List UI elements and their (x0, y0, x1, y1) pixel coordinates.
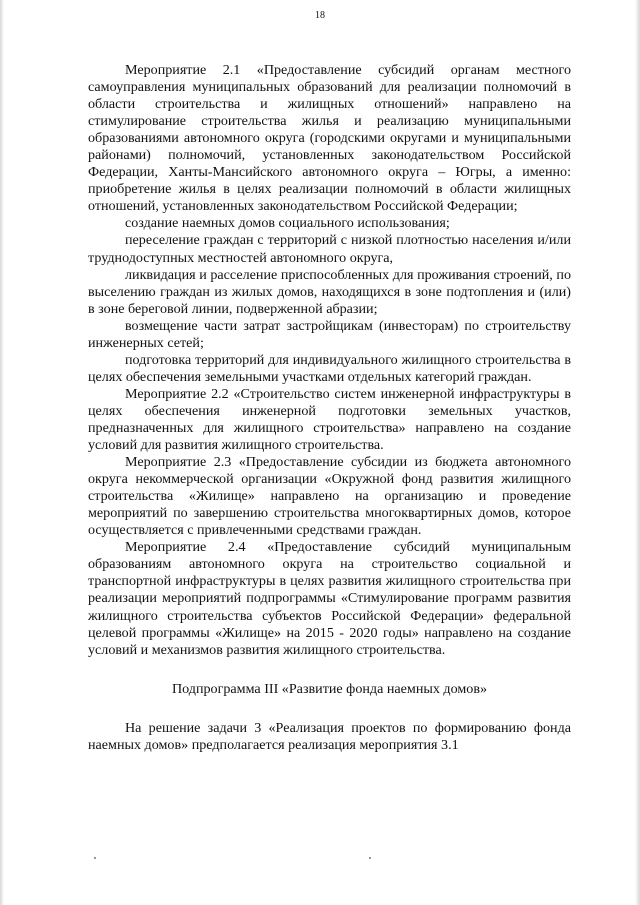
paragraph-territory-preparation: подготовка территорий для индивидуального жилищного строительства в целях обеспечения земельными участками отдельных категорий граждан. (88, 351, 571, 385)
document-body (88, 62, 571, 754)
scan-speck (369, 857, 371, 859)
page-number: 18 (315, 10, 325, 21)
subprogram-heading: Подпрограмма III «Развитие фонда наемных домов» (171, 680, 488, 697)
scan-speck (94, 857, 96, 859)
paragraph-measure-2-2: Мероприятие 2.2 «Строительство систем инженерной инфраструктуры в целях обеспечения инженерной подготовки земельных участков, предназначенных для жилищного строительства» направлено на создание условий для развития жилищного строительства. (88, 385, 571, 454)
paragraph-measure-2-1: Мероприятие 2.1 «Предоставление субсидий органам местного самоуправления муниципальных образований для реализации полномочий в области строительства и жилищных отношений» направлено на стимулирование строительства жилья и реализацию муниципальными образованиями автономного округа (городскими округами и муниципальными районами) полномочий, установленных законодательством Российской Федерации, Ханты-Мансийского автономного округа – Югры, а именно: приобретение жилья в целях реализации полномочий в области жилищных отношений, установленных законодательством Российской Федерации; (88, 62, 571, 215)
paragraph-task-3: На решение задачи 3 «Реализация проектов по формированию фонда наемных домов» предполагается реализация мероприятия 3.1 (88, 719, 571, 753)
paragraph-liquidation: ликвидация и расселение приспособленных для проживания строений, по выселению граждан из жилых домов, находящихся в зоне подтопления и (или) в зоне береговой линии, подверженной абразии; (88, 266, 571, 317)
paragraph-measure-2-3: Мероприятие 2.3 «Предоставление субсидии из бюджета автономного округа некоммерческой организации «Окружной фонд развития жилищного строительства «Жилище» направлено на организацию и проведение мероприятий по завершению строительства многоквартирных домов, которое осуществляется с привлеченными средствами граждан. (88, 454, 571, 539)
scan-edge-right (635, 0, 640, 905)
paragraph-resettlement: переселение граждан с территорий с низкой плотностью населения и/или труднодоступных местностей автономного округа, (88, 232, 571, 266)
scan-edge-left (0, 0, 4, 905)
paragraph-social-housing: создание наемных домов социального использования; (125, 215, 450, 232)
paragraph-measure-2-4: Мероприятие 2.4 «Предоставление субсидий муниципальным образованиям автономного округа на строительство социальной и транспортной инфраструктуры в целях развития жилищного строительства при реализации мероприятий подпрограммы «Стимулирование программ развития жилищного строительства субъектов Российской Федерации» федеральной целевой программы «Жилище» на 2015 - 2020 годы» направлено на создание условий и механизмов развития жилищного строительства. (88, 539, 571, 658)
paragraph-compensation: возмещение части затрат застройщикам (инвесторам) по строительству инженерных сетей; (88, 317, 571, 351)
